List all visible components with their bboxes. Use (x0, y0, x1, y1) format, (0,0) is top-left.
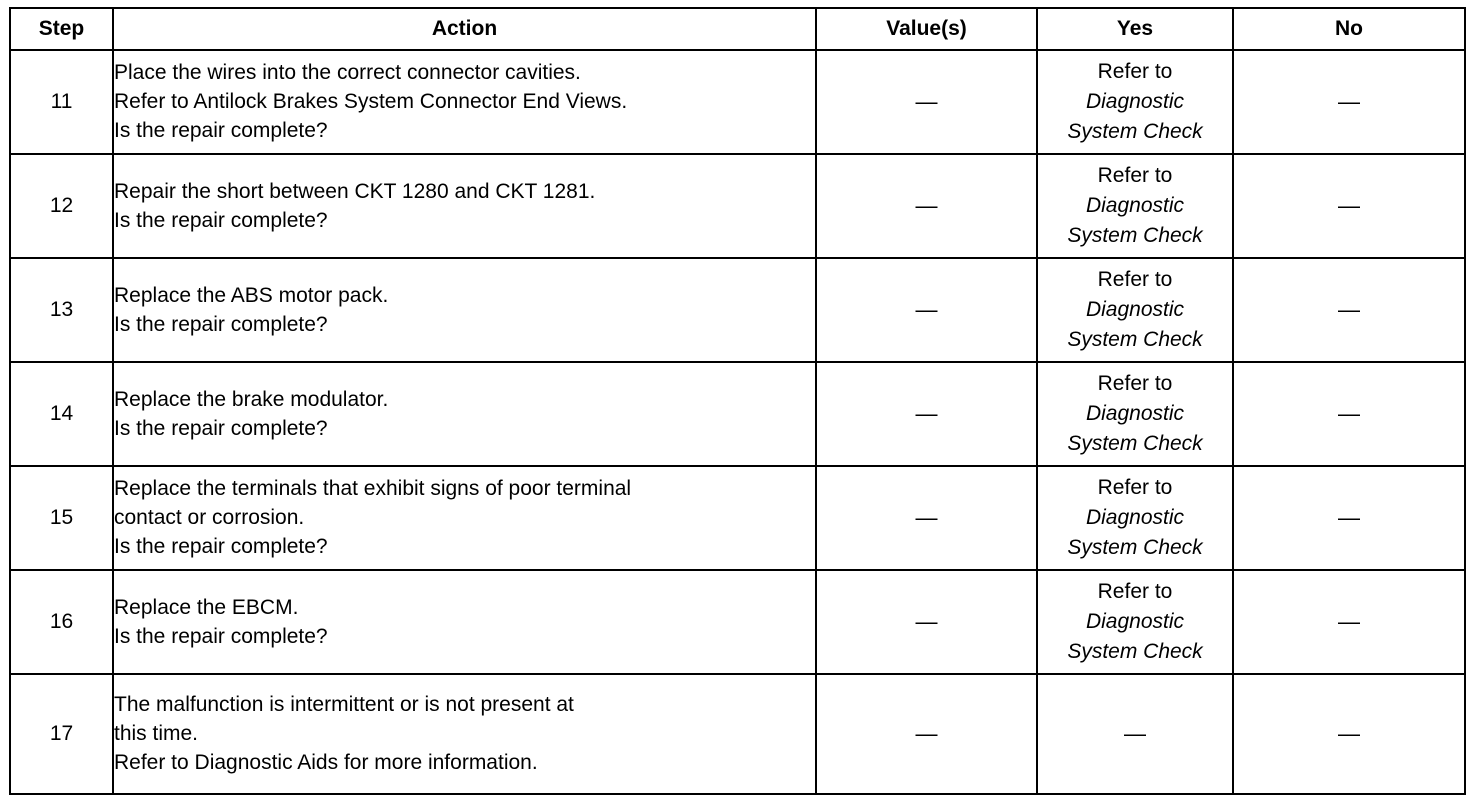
action-line: Is the repair complete? (114, 624, 328, 648)
value-text: — (915, 400, 938, 426)
header-action: Action (113, 8, 816, 50)
yes-cell (1037, 154, 1233, 258)
yes-cell (1037, 50, 1233, 154)
no-cell (1233, 362, 1465, 466)
yes-reference-line: Refer to (1097, 475, 1173, 499)
value-cell (816, 154, 1037, 258)
no-text: — (1338, 400, 1360, 426)
yes-reference-line: System Check (1067, 119, 1203, 143)
action-line: Replace the ABS motor pack. (114, 283, 389, 307)
action-cell (113, 154, 816, 258)
action-cell (113, 258, 816, 362)
action-line: Refer to Diagnostic Aids for more information. (114, 751, 538, 775)
yes-reference-line: Diagnostic (1085, 609, 1185, 633)
yes-reference-line: Diagnostic (1085, 297, 1185, 321)
yes-reference-line: System Check (1067, 639, 1203, 663)
no-cell (1233, 258, 1465, 362)
yes-text: — (1124, 720, 1146, 746)
action-cell (113, 570, 816, 674)
table-row (10, 154, 1465, 258)
action-line: Replace the brake modulator. (114, 387, 389, 411)
step-number: 17 (10, 674, 113, 794)
value-text: — (915, 720, 938, 746)
diagnostic-table (9, 7, 1466, 795)
action-line: Replace the terminals that exhibit signs of poor terminal (114, 477, 632, 501)
no-cell (1233, 50, 1465, 154)
yes-reference-line: System Check (1067, 327, 1203, 351)
yes-reference-line: Diagnostic (1085, 193, 1185, 217)
action-line: Repair the short between CKT 1280 and CKT 1281. (114, 179, 596, 203)
no-cell (1233, 570, 1465, 674)
action-cell (113, 362, 816, 466)
header-no: No (1233, 8, 1465, 50)
yes-cell (1037, 258, 1233, 362)
no-text: — (1338, 720, 1360, 746)
value-text: — (915, 504, 938, 530)
yes-reference-line: Refer to (1097, 267, 1173, 291)
value-text: — (915, 192, 938, 218)
no-text: — (1338, 192, 1360, 218)
table-row (10, 570, 1465, 674)
step-number: 16 (10, 570, 113, 674)
value-cell (816, 570, 1037, 674)
yes-reference-line: Refer to (1097, 371, 1173, 395)
table-row (10, 466, 1465, 570)
value-text: — (915, 296, 938, 322)
step-number: 11 (10, 50, 113, 154)
yes-cell (1037, 570, 1233, 674)
action-line: Is the repair complete? (114, 208, 328, 232)
action-line: The malfunction is intermittent or is not present at (114, 693, 574, 717)
table-row (10, 258, 1465, 362)
no-text: — (1338, 88, 1360, 114)
value-cell (816, 362, 1037, 466)
action-cell (113, 674, 816, 794)
action-line: Replace the EBCM. (114, 595, 299, 619)
no-cell (1233, 466, 1465, 570)
no-text: — (1338, 504, 1360, 530)
yes-cell (1037, 466, 1233, 570)
table-row (10, 674, 1465, 794)
no-cell (1233, 674, 1465, 794)
action-line: contact or corrosion. (114, 506, 305, 530)
yes-cell (1037, 674, 1233, 794)
action-line: Is the repair complete? (114, 416, 328, 440)
yes-reference-line: Refer to (1097, 59, 1173, 83)
action-line: Is the repair complete? (114, 535, 328, 559)
value-cell (816, 258, 1037, 362)
yes-reference-line: Diagnostic (1085, 89, 1185, 113)
action-cell (113, 50, 816, 154)
action-line: Is the repair complete? (114, 312, 328, 336)
header-values: Value(s) (816, 8, 1037, 50)
table-header (10, 8, 1465, 50)
yes-reference-line: Diagnostic (1085, 505, 1185, 529)
action-line: this time. (114, 722, 199, 746)
table-row (10, 362, 1465, 466)
step-number: 13 (10, 258, 113, 362)
no-cell (1233, 154, 1465, 258)
value-cell (816, 466, 1037, 570)
yes-reference-line: Refer to (1097, 163, 1173, 187)
action-line: Place the wires into the correct connector cavities. (114, 61, 581, 85)
action-line: Refer to Antilock Brakes System Connector End Views. (114, 90, 628, 114)
table-body (10, 50, 1465, 794)
action-line: Is the repair complete? (114, 119, 328, 143)
no-text: — (1338, 608, 1360, 634)
action-cell (113, 466, 816, 570)
table-row (10, 50, 1465, 154)
header-yes: Yes (1037, 8, 1233, 50)
value-cell (816, 674, 1037, 794)
value-cell (816, 50, 1037, 154)
step-number: 15 (10, 466, 113, 570)
header-row (10, 8, 1465, 50)
yes-reference-line: Refer to (1097, 579, 1173, 603)
yes-reference-line: System Check (1067, 431, 1203, 455)
yes-reference-line: Diagnostic (1085, 401, 1185, 425)
no-text: — (1338, 296, 1360, 322)
yes-reference-line: System Check (1067, 223, 1203, 247)
value-text: — (915, 88, 938, 114)
step-number: 12 (10, 154, 113, 258)
header-step: Step (10, 8, 113, 50)
yes-reference-line: System Check (1067, 535, 1203, 559)
value-text: — (915, 608, 938, 634)
yes-cell (1037, 362, 1233, 466)
step-number: 14 (10, 362, 113, 466)
